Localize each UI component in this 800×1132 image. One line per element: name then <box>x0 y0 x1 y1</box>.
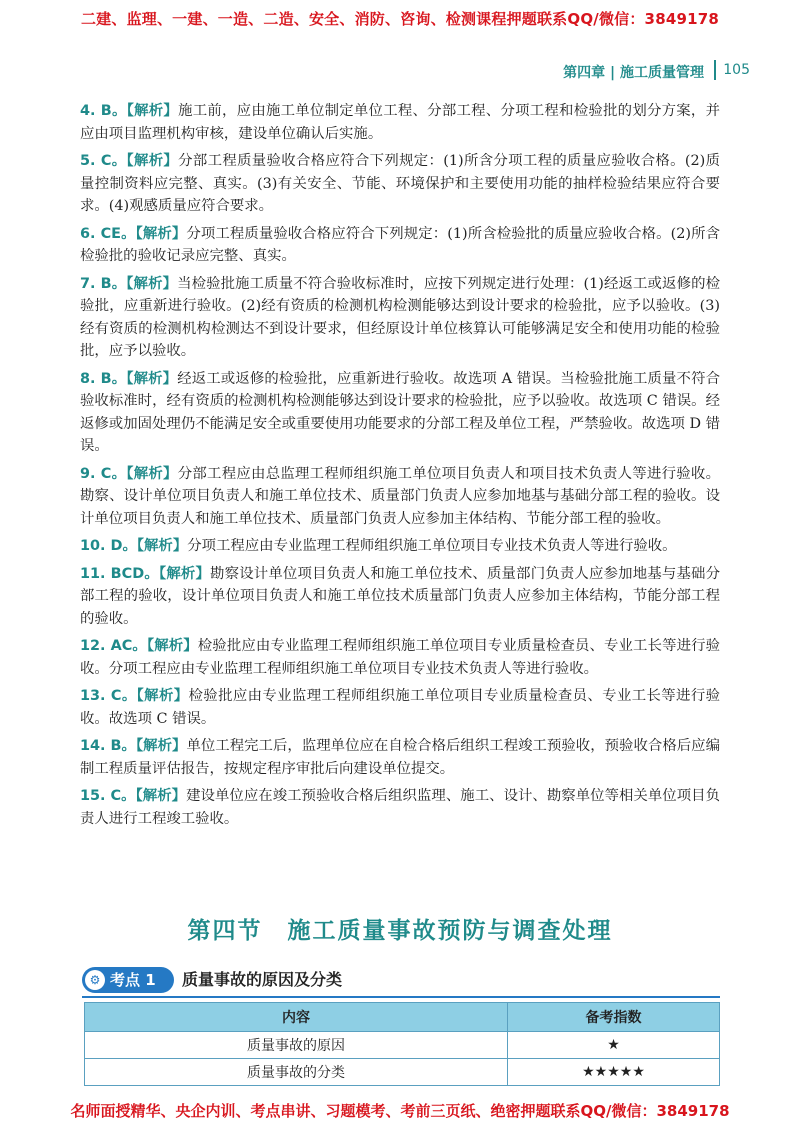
analysis-tag: 【解析】 <box>126 153 179 169</box>
footer-banner: 名师面授精华、央企内训、考点串讲、习题模考、考前三页纸、绝密押题联系QQ/微信：3849178 <box>70 1102 730 1120</box>
answer-item <box>80 463 720 531</box>
table-header-row <box>85 1003 720 1032</box>
answer-number: 6. CE。 <box>80 225 136 242</box>
answer-item <box>80 368 720 458</box>
analysis-tag: 【解析】 <box>146 638 198 654</box>
page-number: 105 <box>723 62 750 78</box>
key-point-icon: ⚙ <box>85 970 105 990</box>
answer-list <box>80 100 720 835</box>
answer-text: 分部工程质量验收合格应符合下列规定：(1)所含分项工程的质量应验收合格。(2)质量控制资料应完整、真实。(3)有关安全、节能、环境保护和主要使用功能的抽样检验结果应符合要求。(4)观感质量应符合要求。 <box>80 153 720 214</box>
answer-item <box>80 100 720 145</box>
answer-number: 11. BCD。 <box>80 565 159 582</box>
answer-number: 10. D。 <box>80 538 137 554</box>
running-head <box>0 58 800 88</box>
answer-number: 13. C。 <box>80 688 137 704</box>
answer-item <box>80 535 720 558</box>
answer-item <box>80 273 720 363</box>
analysis-tag: 【解析】 <box>135 225 187 242</box>
answer-text: 检验批应由专业监理工程师组织施工单位项目专业质量检查员、专业工长等进行验收。分项工程应由专业监理工程师组织施工单位项目专业技术负责人等进行验收。 <box>80 638 720 677</box>
answer-number: 4. B。 <box>80 103 127 119</box>
table-row <box>85 1059 720 1086</box>
key-point-badge <box>82 967 174 993</box>
answer-text: 当检验批施工质量不符合验收标准时，应按下列规定进行处理：(1)经返工或返修的检验批，应重新进行验收。(2)经有资质的检测机构检测能够达到设计要求的检验批，应予以验收。(3)经有资质的检测机构检测达不到设计要求，但经原设计单位核算认可能够满足安全和使用功能的检验批，应予以验收。 <box>80 275 720 359</box>
section-title: 第四节 施工质量事故预防与调查处理 <box>187 917 613 944</box>
answer-item <box>80 150 720 218</box>
table-cell-rating: ★ <box>508 1032 720 1059</box>
answer-number: 7. B。 <box>80 275 127 292</box>
chapter-title: 第四章 | 施工质量管理 <box>563 65 704 81</box>
analysis-tag: 【解析】 <box>158 565 211 582</box>
answer-text: 分项工程应由专业监理工程师组织施工单位项目专业技术负责人等进行验收。 <box>187 538 677 554</box>
answer-number: 14. B。 <box>80 738 136 754</box>
answer-text: 检验批应由专业监理工程师组织施工单位项目专业质量检查员、专业工长等进行验收。故选项 C 错误。 <box>80 688 720 727</box>
answer-item <box>80 785 720 830</box>
answer-item <box>80 735 720 780</box>
answer-text: 分项工程质量验收合格应符合下列规定：(1)所含检验批的质量应验收合格。(2)所含检验批的验收记录应完整、真实。 <box>80 225 720 264</box>
analysis-tag: 【解析】 <box>126 103 179 119</box>
analysis-tag: 【解析】 <box>135 788 187 804</box>
answer-item <box>80 685 720 730</box>
column-header-content: 内容 <box>85 1003 508 1032</box>
divider <box>714 60 716 80</box>
table-cell-content: 质量事故的原因 <box>85 1032 508 1059</box>
answer-number: 8. B。 <box>80 370 127 387</box>
answer-item <box>80 223 720 268</box>
answer-text: 建设单位应在竣工预验收合格后组织监理、施工、设计、勘察单位等相关单位项目负责人进行工程竣工验收。 <box>80 788 720 827</box>
table-row <box>85 1032 720 1059</box>
header-banner: 二建、监理、一建、一造、二造、安全、消防、咨询、检测课程押题联系QQ/微信：3849178 <box>80 10 720 28</box>
analysis-tag: 【解析】 <box>136 538 188 554</box>
key-point-label: 考点 1 <box>110 971 156 989</box>
analysis-tag: 【解析】 <box>126 370 178 387</box>
analysis-tag: 【解析】 <box>126 465 178 482</box>
analysis-tag: 【解析】 <box>136 688 189 704</box>
answer-text: 施工前，应由施工单位制定单位工程、分部工程、分项工程和检验批的划分方案，并应由项目监理机构审核，建设单位确认后实施。 <box>80 103 720 142</box>
table-cell-content: 质量事故的分类 <box>85 1059 508 1086</box>
analysis-tag: 【解析】 <box>135 738 187 754</box>
answer-number: 5. C。 <box>80 153 127 169</box>
analysis-tag: 【解析】 <box>126 275 178 292</box>
answer-text: 单位工程完工后，监理单位应在自检合格后组织工程竣工预验收，预验收合格后应编制工程质量评估报告，按规定程序审批后向建设单位提交。 <box>80 738 720 777</box>
key-point-table <box>84 1002 720 1086</box>
answer-number: 12. AC。 <box>80 638 147 654</box>
answer-text: 经返工或返修的检验批，应重新进行验收。故选项 A 错误。当检验批施工质量不符合验收标准时，经有资质的检测机构检测能够达到设计要求的检验批，应予以验收。故选项 C 错误。经返修或加固处理仍不能满足安全或重要使用功能要求的分部工程及单位工程，严禁验收。故选项 D 错误。 <box>80 370 721 454</box>
table-cell-rating: ★★★★★ <box>508 1059 720 1086</box>
column-header-rating: 备考指数 <box>508 1003 720 1032</box>
answer-text: 分部工程应由总监理工程师组织施工单位项目负责人和项目技术负责人等进行验收。勘察、设计单位项目负责人和施工单位技术、质量部门负责人应参加地基与基础分部工程的验收。设计单位项目负责人和施工单位技术、质量部门负责人应参加主体结构、节能分部工程的验收。 <box>80 465 720 527</box>
answer-number: 15. C。 <box>80 788 136 804</box>
answer-item <box>80 635 720 680</box>
key-point-title: 质量事故的原因及分类 <box>182 970 343 989</box>
key-point-rule <box>82 996 720 998</box>
answer-text: 勘察设计单位项目负责人和施工单位技术、质量部门负责人应参加地基与基础分部工程的验收，设计单位项目负责人和施工单位技术质量部门负责人应参加主体结构，节能分部工程的验收。 <box>80 565 720 627</box>
answer-item <box>80 563 720 631</box>
answer-number: 9. C。 <box>80 465 127 482</box>
